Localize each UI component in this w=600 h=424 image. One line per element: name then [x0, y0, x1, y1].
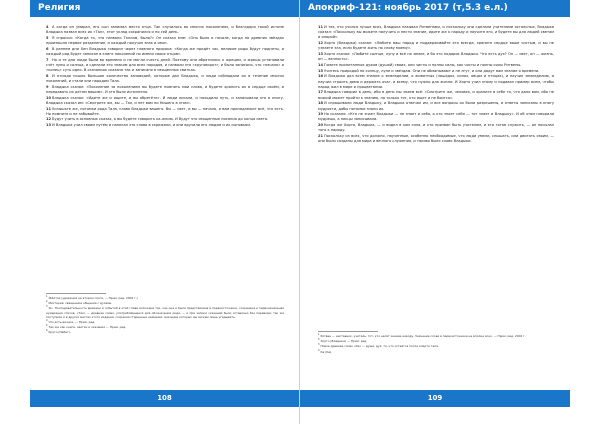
verse-text: Я спросил: «Когда то, что названо Таллом, было?» Он сказал мне: «Оно было в начале, когда на древних звёздах произошло первое разделение, и каждый получил знак и имя». — [46, 35, 284, 46]
verse-number: 11 — [318, 25, 324, 29]
verse-text: И отсюда пошло большое количество заповедей, которые дал Владыка, и люди соблюдали их в течение многих поколений, и стали они народом Тала. — [46, 73, 284, 83]
right-page-footer — [300, 390, 570, 407]
verse-text: Услышьте же, потомки рода Тала, слово Владыки вашего. Вы — свет, и вы — начало, и вам принадлежит всё, что есть. Но помните и не забывайте. — [46, 106, 284, 116]
verse-text: Поскольку из всех, что должно, наученные, особенно необходимые, что люди умели, слышать, или двигать своим, — они были созданы для мира и вечного служения, и таково было слово Владыки. — [318, 134, 554, 144]
verse-number: 18 — [318, 101, 324, 106]
left-page-footer — [30, 390, 299, 407]
left-footnotes — [46, 295, 284, 385]
verse-paragraph — [46, 74, 284, 84]
verse-number: 20 — [318, 123, 324, 128]
right-page — [300, 0, 600, 424]
verse-text: Когда же Хорто, Владыка, — и видел в ком сила, и кто призван быть учителем, и кто готов служить, — он посылал того к народу. — [318, 123, 554, 133]
verse-paragraph — [318, 123, 554, 133]
verse-paragraph — [46, 117, 284, 122]
footnote — [46, 329, 284, 334]
verse-paragraph — [46, 123, 284, 128]
footnote-text: Мистерия; священное общение с духами. — [48, 301, 113, 306]
verse-paragraph — [46, 47, 284, 57]
verse-paragraph — [46, 58, 284, 73]
footnote-text: Круги (Небес). — [48, 330, 71, 335]
footnote-mark: 3 — [46, 305, 48, 309]
verse-text: Хорто сказал: «Любите солнце, луну и всё на земле, и бо это подарок Владыки. Что есть дух? Он — свет, он — жизнь, он — вечность». — [318, 51, 554, 62]
footnote-text: Хорто (Владыка) — Прим. ред. — [320, 339, 368, 344]
verse-number: 10 — [46, 95, 52, 100]
verse-text: Но сказано: «Кто не знает Владыки — не знает и себя, а кто знает себя — тот знает и Владыку». И об этом говорили мудрецы, а писцы записывали. — [318, 112, 554, 122]
verse-number: 6 — [46, 46, 49, 51]
footnote-mark: 4 — [46, 318, 48, 322]
verse-text: Будут учить в основных сказах, а вы будете говорить ка-жнию. И будут это священные писания до конца света. — [52, 117, 269, 122]
right-footnote-rule — [318, 331, 378, 332]
footnote-text: Ритвен — наставник, учитель; тот, кто несёт знание народу. Значение слова в первоисточнике не вполне ясно. — Прим. ред. 2002 г. — [320, 333, 526, 338]
footnote-text: Жёлтое (ударение на втором слоге, — Прим. ред. 2002 г.) — [48, 295, 138, 300]
verse-text: Но и те дни люди были во времени и не могли счесть дней. Поэтому они обратились к жрецам, и жрецы установили счёт луны и солнца, и сделали это знаком для всех народов, и назвали это «круговорот»; и было записано, что «начало» и «конец» суть одно. В сказаниях сказано так и записано в священных свитках. — [46, 57, 284, 73]
footnote-mark: 1 — [318, 333, 320, 336]
verse-number: 15 — [318, 68, 324, 73]
footnote-text: Sic. Последовательность времени и событий в этой главе изложена так, как она и была представлена в первоисточнике; сохранена и первоначальная нумерация стихов. «Тал» — древнее слово, употреблявшееся для обозначения рода, — и при записи сказаний было оставлено без перевода; так же поступили и в других местах этого издания, сохраняя старинные названия, значение которых мы можем лишь угадывать. — [46, 306, 284, 319]
verse-number: 8 — [46, 73, 49, 78]
verse-text: В раннем дни Хен Владыка говорил через главного пророка: «Когда же придёт час, великие роды будут подняты, и каждый род будет записан в книге поколений по имени своих отцов». — [46, 46, 284, 56]
verse-text: Гомите пропитанные духом (душой) своих, они чисты и полны силы, как чисты и полны силы Ритвены. — [324, 62, 522, 67]
verse-number: 7 — [46, 57, 49, 62]
verse-text: И тех, кто учился лучше всех, Владыка называл Ритвенами, и поскольку они сделали учителями остальных, Владыка сказал: «Поскольку вы можете получить и нести знание, идите же к народу и научите его, и будете вы для людей светом и опорой». — [318, 25, 554, 40]
verse-number: 14 — [318, 62, 324, 67]
verse-text: Владыка говорил в день, ибо в день мы знаем всё: «Смотрите же, человек, и храните в себе то, что дано вам, ибо не всякий может прийти к знанию, но только тот, кто ищет и не боится». — [318, 90, 554, 100]
footnote-mark: 5 — [46, 324, 48, 328]
verse-paragraph — [318, 63, 554, 68]
verse-text: И Владыка дал всем знание о земледелии, о животных (лошадях, конях, овцах и птицах), и научил земледелию, и научил строить дома и держать очаг, и всему, что нужно для жизни. И Хорто учил этому и подавал пример всем, чтобы народ жил в мире и процветании. — [318, 74, 554, 89]
right-page-title: Апокриф-121: ноябрь 2017 (т,5.3 е.л.) — [308, 3, 508, 13]
verse-paragraph — [46, 85, 284, 95]
verse-number: 13 — [46, 123, 52, 128]
footnote-mark: 2 — [46, 300, 48, 304]
verse-text: Хорто (Владыка) сказал: «Любите ваш народ и поддерживайте его всегда, храните сердце ваше чистым, и вы не узнаете зла, если будете жить по слову моему». — [318, 41, 554, 51]
verse-paragraph — [46, 36, 284, 46]
verse-number: 17 — [318, 90, 324, 95]
verse-number: 12 — [46, 117, 52, 122]
left-page-body — [46, 25, 284, 287]
verse-text: И Владыка учил своим путём и написал это слово в скрижали, и они вручили его людям и их сыновьям. — [52, 123, 252, 128]
left-page-title: Религия — [38, 3, 81, 13]
footnote-mark: 1 — [46, 295, 48, 298]
verse-paragraph — [318, 112, 554, 122]
left-page-number: 108 — [157, 394, 172, 402]
verse-paragraph — [318, 52, 554, 62]
verse-paragraph — [318, 134, 554, 144]
footnote-text: Что есть вечное. — Прим. ред. — [48, 319, 96, 324]
verse-paragraph — [318, 41, 554, 51]
verse-paragraph — [318, 101, 554, 111]
verse-paragraph — [46, 25, 284, 35]
right-page-body — [318, 25, 554, 287]
left-page-header — [30, 0, 299, 17]
footnote-text: Новое древнее слово «Ка» — душа, дух; то, что остаётся после смерти тела. — [320, 344, 439, 349]
footnote-mark: 2 — [318, 338, 320, 342]
verse-number: 9 — [46, 84, 49, 89]
verse-number: 4 — [46, 25, 49, 29]
footnote-mark: 4 — [318, 348, 320, 352]
right-footnotes — [318, 333, 554, 388]
verse-text: Владыка сказал: «Идите же и ищите, и вы обретёте». И люди искали, и находили путь, и записывали это в книгу. Владыка сказал им: «Смотрите же, вы — Тал, и нет вам ни Нишего в этом». — [46, 95, 284, 105]
verse-paragraph — [318, 74, 554, 89]
verse-number: 12 — [318, 41, 324, 46]
footnote-mark: 3 — [318, 343, 320, 347]
verse-number: 11 — [46, 106, 52, 111]
footnote-text: Ка (Ка). — [320, 349, 333, 354]
verse-number: 5 — [46, 35, 49, 40]
footnote — [318, 349, 554, 354]
footnote-text: Так же как книги, свитки и сказания — Прим. ред. — [48, 325, 127, 330]
verse-paragraph — [318, 90, 554, 100]
verse-number: 21 — [318, 134, 324, 139]
verse-number: 19 — [318, 112, 324, 117]
right-page-number: 109 — [427, 394, 443, 402]
verse-paragraph — [318, 25, 554, 40]
footnote-mark: 6 — [46, 329, 48, 333]
verse-number: 13 — [318, 51, 324, 56]
right-page-header — [300, 0, 570, 17]
verse-paragraph — [46, 107, 284, 117]
verse-text: И спрашивали люди Владыку, и Владыка отвечал им, и все вопросы их были разрешены, и ответы записаны в книгу мудрости, дабы потомки знали их. — [318, 101, 554, 111]
verse-text: Владыка сказал: «Поколение за поколением вы будете помнить мои слова, и будете хранить их в сердце своём, и передавать их детям вашим». И это было исполнено. — [46, 84, 284, 94]
verse-paragraph — [46, 96, 284, 106]
left-footnote-rule — [46, 293, 106, 294]
verse-paragraph — [318, 69, 554, 74]
verse-text: Учитесь природой по солнцу, луне и звёздам. Они не обманывают и не лгут, и они дадут вам знание о времени. — [324, 68, 540, 73]
verse-text: А когда он умирал, его сын занимал место отца. Так случилось во многих поколениях, и благодаря такой истине Владыка назвал всех их «Тал», этот уклад сохранился и по сей день. — [46, 25, 284, 35]
verse-number: 16 — [318, 74, 324, 79]
footnote — [46, 305, 284, 319]
